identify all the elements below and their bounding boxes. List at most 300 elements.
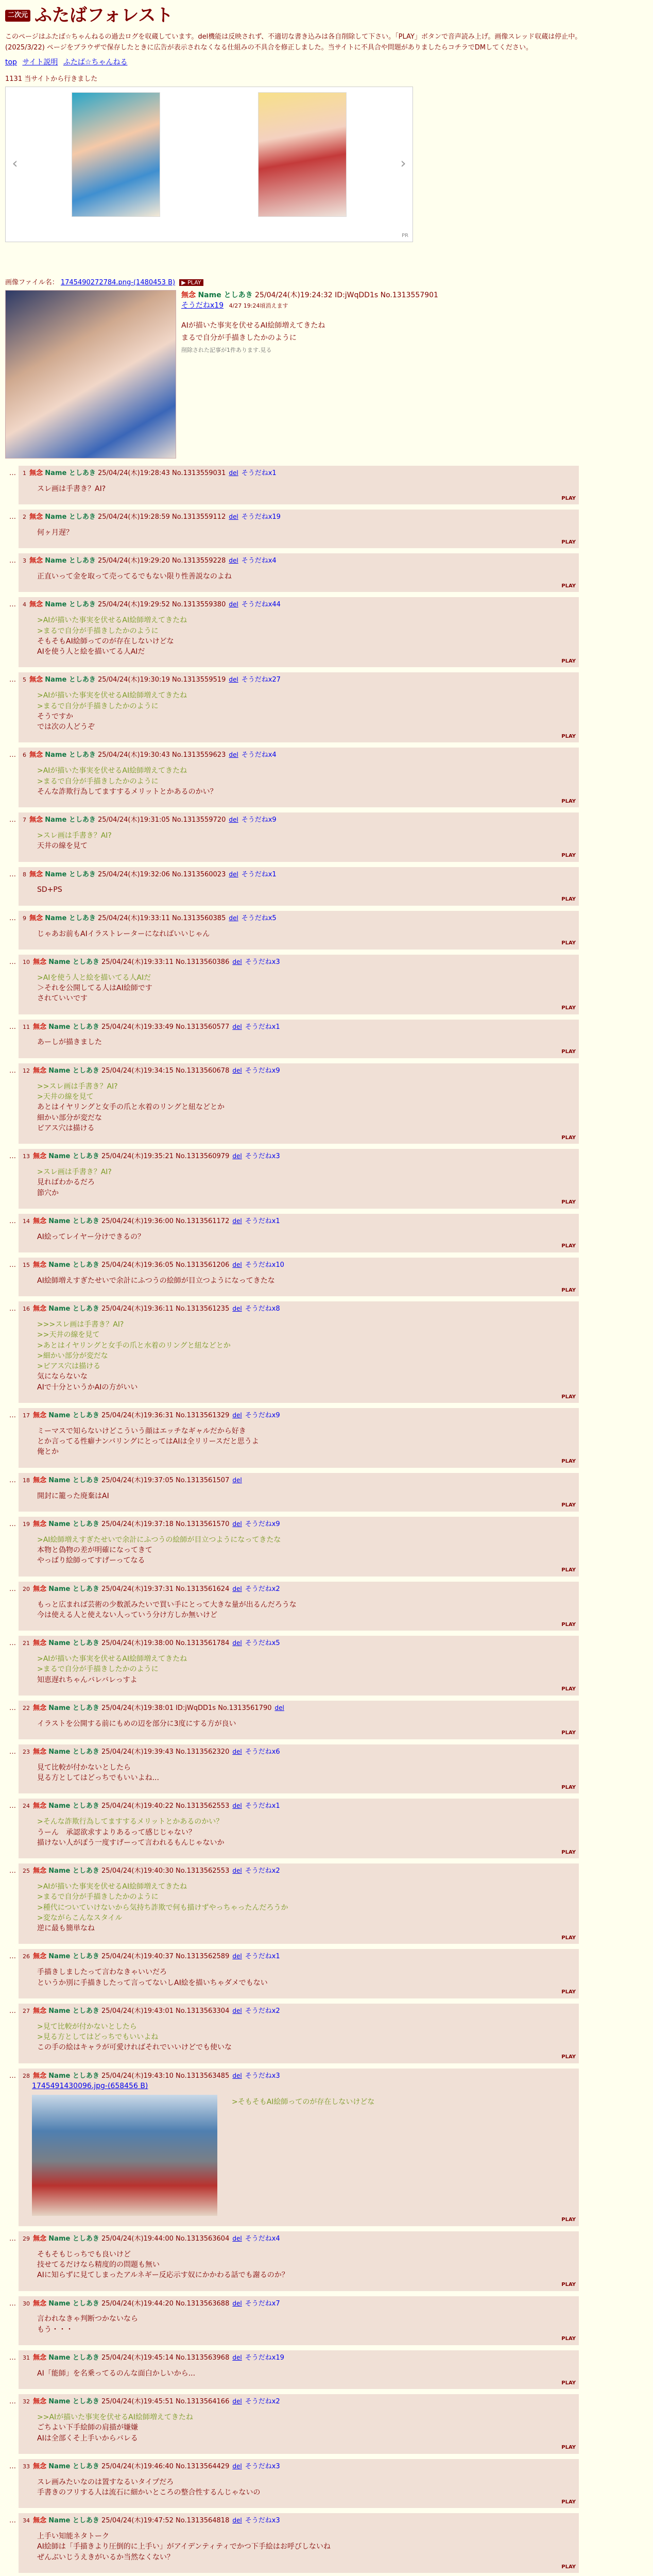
reply-index: 33 [23,2463,30,2470]
reply-del-link[interactable]: del [229,469,238,477]
op-file-link[interactable]: 1745490272784.png-(1480453 B) [60,279,176,287]
reply-number[interactable]: No.1313561172 [176,1217,230,1225]
reply-subject: 無念 [29,676,43,684]
reply-sodane[interactable]: そうだねx5 [245,1639,280,1648]
reply-text [37,615,575,657]
reply-subject: 無念 [33,1953,47,1961]
reply-index: 28 [23,2072,30,2079]
reply-play-button[interactable]: PLAY [561,1849,576,1855]
reply-post [9,1701,579,1739]
reply-number[interactable]: No.1313562553 [176,1867,230,1875]
reply-play-button[interactable]: PLAY [561,733,576,739]
reply-index: 32 [23,2398,30,2405]
reply-sodane[interactable]: そうだねx3 [245,958,280,966]
reply-del-link[interactable]: del [229,751,238,759]
op-sodane[interactable]: そうだねx19 [181,301,224,310]
reply-marker: … [9,1704,16,1712]
op-post [5,290,648,459]
reply-index: 12 [23,1067,30,1074]
reply-number[interactable]: No.1313559031 [172,469,226,477]
reply-del-link[interactable]: del [232,1261,242,1268]
reply-name: Name としあき [45,601,96,609]
reply-play-button[interactable]: PLAY [561,2217,576,2223]
reply-text [37,1882,575,1934]
reply-del-link[interactable]: del [232,2353,242,2361]
reply-number[interactable]: No.1313561570 [176,1520,230,1528]
reply-del-link[interactable]: del [232,1476,242,1484]
file-label: 画像ファイル名： [5,279,59,287]
reply-datetime: 25/04/24(木)19:45:51 [101,2398,174,2406]
reply-text-line: 見ればわかるだろ [37,1178,95,1187]
reply-text-line: AI「能師」を名乗ってるのんな面白かしいから... [37,2369,196,2378]
reply-post [9,911,579,950]
reply-index: 30 [23,2300,30,2307]
reply-text-line: ぜんぶいじうえきがいるか当然なくない？ [37,2553,174,2562]
reply-del-link[interactable]: del [232,2517,242,2524]
reply-post [9,867,579,906]
reply-number[interactable]: No.1313563304 [176,2007,230,2015]
reply-quote-line: >>AIが描いた事実を伏せるAI絵師増えてきたね [37,2413,193,2421]
reply-play-button[interactable]: PLAY [561,1686,576,1692]
reply-play-button[interactable]: PLAY [561,2445,576,2451]
reply-number[interactable]: No.1313561329 [176,1412,230,1420]
reply-sodane[interactable]: そうだねx2 [245,1585,280,1593]
reply-del-link[interactable]: del [229,557,238,565]
op-text-line: まるで自分が手描きしたかのように [181,333,297,342]
ad-pr-label: PR [402,232,408,239]
reply-marker: … [9,557,16,565]
reply-text-line: スレ画は手書き？AI? [37,484,106,493]
reply-play-button[interactable]: PLAY [561,1199,576,1206]
reply-number[interactable]: No.1313563968 [176,2353,230,2362]
reply-play-button[interactable]: PLAY [561,1784,576,1790]
reply-number[interactable]: No.1313559519 [172,676,226,684]
op-name: Name としあき [198,291,253,299]
reply-datetime: 25/04/24(木)19:32:06 [97,870,170,878]
op-number[interactable]: No.1313557901 [380,291,438,299]
reply-del-link[interactable]: del [232,1217,242,1225]
reply-del-link[interactable]: del [232,1305,242,1313]
reply-del-link[interactable]: del [232,1802,242,1810]
reply-del-link[interactable]: del [274,1704,284,1711]
op-file-line [5,278,648,288]
reply-sodane[interactable]: そうだねx1 [241,469,277,477]
reply-text-line: 節穴か [37,1189,59,1197]
reply-sodane[interactable]: そうだねx4 [245,2234,280,2243]
reply-del-link[interactable]: del [232,1953,242,1960]
reply-text-line: そんな詐欺行為してますするメリットとかあるのかい？ [37,787,217,796]
reply-play-button[interactable]: PLAY [561,798,576,804]
reply-file-link[interactable]: 1745491430096.jpg-(658456 B) [32,2082,148,2091]
reply-play-button[interactable]: PLAY [561,1989,576,1995]
reply-post [9,1258,579,1296]
reply-name: Name としあき [48,2517,99,2525]
reply-name: Name としあき [48,1802,99,1810]
reply-play-button[interactable]: PLAY [561,539,576,545]
reply-del-link[interactable]: del [232,958,242,965]
reply-text-line: うーん 承認欲求すよりあるって感じじゃない？ [37,1828,196,1837]
reply-play-button[interactable]: PLAY [561,1005,576,1011]
op-text [181,320,438,344]
reply-subject: 無念 [29,513,43,521]
reply-number[interactable]: No.1313563485 [176,2072,230,2080]
reply-number[interactable]: No.1313559720 [172,816,226,824]
reply-number[interactable]: No.1313563604 [176,2234,230,2243]
reply-sodane[interactable]: そうだねx9 [241,816,277,824]
reply-header [23,600,575,610]
reply-text [37,1081,575,1133]
reply-text [37,528,575,538]
reply-number[interactable]: No.1313561507 [176,1476,230,1484]
reply-thumbnail[interactable] [32,2095,217,2216]
notice-line: このページはふたば☆ちゃんねるの過去ログを収蔵しています。del機能は反映されず、不適切な書き込みは各自削除して下さい。「PLAY」ボタンで音声読み上げ。画像スレッド収蔵は停止中。 [5,33,582,41]
reply-del-link[interactable]: del [232,2007,242,2014]
reply-number[interactable]: No.1313560023 [172,870,226,878]
reply-sodane[interactable]: そうだねx8 [245,1305,280,1313]
reply-datetime: 25/04/24(木)19:36:11 [101,1305,174,1313]
reply-number[interactable]: No.1313559112 [172,513,226,521]
reply-name: Name としあき [48,1153,99,1161]
reply-index: 29 [23,2235,30,2242]
reply-datetime: 25/04/24(木)19:39:43 [101,1748,174,1756]
reply-name: Name としあき [45,469,96,477]
reply-sodane[interactable]: そうだねx1 [245,1802,280,1810]
reply-post [9,2296,579,2345]
reply-post [9,672,579,742]
reply-number[interactable]: No.1313559380 [172,601,226,609]
reply-play-button[interactable]: PLAY [561,583,576,589]
reply-play-button[interactable]: PLAY [561,1621,576,1628]
reply-post [9,1214,579,1252]
reply-text [37,1817,575,1848]
reply-sodane[interactable]: そうだねx3 [245,1153,280,1161]
reply-play-button[interactable]: PLAY [561,2054,576,2060]
reply-quote-line: >スレ画は手書き？AI? [37,1167,112,1176]
reply-number[interactable]: No.1313560386 [176,958,230,966]
reply-del-link[interactable]: del [232,2462,242,2470]
reply-play-button[interactable]: PLAY [561,1287,576,1293]
reply-play-button[interactable]: PLAY [561,1730,576,1736]
reply-play-button[interactable]: PLAY [561,2380,576,2386]
reply-subject: 無念 [33,2462,47,2470]
reply-number[interactable]: No.1313561784 [176,1639,230,1648]
reply-sodane[interactable]: そうだねx1 [245,1023,280,1031]
reply-play-button[interactable]: PLAY [561,2499,576,2505]
reply-index: 11 [23,1023,30,1030]
reply-header [23,1304,575,1314]
reply-number[interactable]: No.1313560678 [176,1066,230,1075]
reply-name: Name としあき [48,2072,99,2080]
reply-del-link[interactable]: del [232,1023,242,1030]
op-text-line: AIが描いた事実を伏せるAI絵師増えてきたね [181,321,325,330]
reply-number[interactable]: No.1313561790 [218,1704,272,1712]
reply-header [23,1023,575,1032]
page-title: ふたばフォレスト [35,5,174,26]
reply-datetime: 25/04/24(木)19:33:11 [101,958,174,966]
reply-play-button[interactable]: PLAY [561,940,576,946]
reply-sodane[interactable]: そうだねx3 [245,2462,280,2470]
site-notice [5,32,648,53]
reply-text-line: AI絵ってレイヤー分けできるの？ [37,1232,145,1241]
reply-index: 1 [23,469,26,477]
reply-index: 27 [23,2007,30,2014]
reply-name: Name としあき [48,1261,99,1269]
op-play-button[interactable]: ▶ PLAY [179,279,203,286]
reply-text-line: 見る方としてはどっちでもいいよね... [37,1774,159,1783]
reply-del-link[interactable]: del [232,2299,242,2307]
reply-del-link[interactable]: del [229,513,238,521]
reply-number[interactable]: No.1313562320 [176,1748,230,1756]
carousel-thumbnail[interactable] [258,92,347,217]
reply-text [37,885,575,895]
reply-index: 18 [23,1477,30,1484]
reply-number[interactable]: No.1313559228 [172,557,226,565]
reply-quote-line: >見る方としてはどっちでもいいよね [37,2033,159,2042]
reply-play-button[interactable]: PLAY [561,1502,576,1509]
reply-text-line: 開封に籠った廃棄はAI [37,1492,109,1500]
reply-del-link[interactable]: del [229,676,238,684]
reply-subject: 無念 [33,2007,47,2015]
reply-subject: 無念 [33,2234,47,2243]
reply-index: 2 [23,514,26,521]
reply-header [23,2353,575,2363]
reply-header [23,1066,575,1076]
reply-number[interactable]: No.1313561235 [176,1305,230,1313]
reply-del-link[interactable]: del [232,2072,242,2079]
reply-number[interactable]: No.1313564818 [176,2517,230,2525]
reply-sodane[interactable]: そうだねx2 [245,2398,280,2406]
reply-sodane[interactable]: そうだねx9 [245,1520,280,1528]
reply-text-line: 何ヶ月遅？ [37,528,73,537]
reply-number[interactable]: No.1313563688 [176,2299,230,2308]
reply-datetime: 25/04/24(木)19:40:22 [101,1802,174,1810]
reply-text [37,484,575,494]
reply-index: 24 [23,1803,30,1810]
reply-play-button[interactable]: PLAY [561,1049,576,1055]
reply-subject: 無念 [33,1066,47,1075]
reply-sodane[interactable]: そうだねx44 [241,601,281,609]
reply-text [37,1232,575,1242]
reply-number[interactable]: No.1313562589 [176,1953,230,1961]
reply-sodane[interactable]: そうだねx7 [245,2299,280,2308]
reply-header [23,1476,575,1486]
reply-sodane[interactable]: そうだねx19 [241,513,281,521]
reply-sodane[interactable]: そうだねx2 [245,1867,280,1875]
reply-text-line: されていいです [37,994,88,1003]
reply-subject: 無念 [33,1476,47,1484]
reply-quote-line: >まるで自分が手描きしたかのように [37,1893,159,1902]
reply-play-button[interactable]: PLAY [561,1567,576,1573]
reply-number[interactable]: No.1313560577 [176,1023,230,1031]
reply-post [9,2069,579,2226]
reply-name: Name としあき [48,2234,99,2243]
reply-text [37,1719,575,1729]
reply-datetime: 25/04/24(木)19:36:31 [101,1412,174,1420]
reply-sodane[interactable]: そうだねx19 [245,2353,284,2362]
reply-play-button[interactable]: PLAY [561,2282,576,2288]
reply-datetime: 25/04/24(木)19:47:52 [101,2517,174,2525]
reply-play-button[interactable]: PLAY [561,2336,576,2342]
reply-number[interactable]: No.1313560385 [172,914,226,922]
reply-text-line: SD+PS [37,886,62,894]
reply-sodane[interactable]: そうだねx4 [241,751,277,759]
reply-sodane[interactable]: そうだねx1 [245,1217,280,1225]
reply-post [9,1949,579,1998]
reply-name: Name としあき [48,958,99,966]
reply-sodane[interactable]: そうだねx9 [245,1066,280,1075]
reply-post [9,597,579,667]
reply-text-line: そもそもじっちでも良いけど [37,2250,131,2259]
reply-del-link[interactable]: del [232,1520,242,1528]
reply-post [9,466,579,504]
reply-header [23,914,575,924]
reply-number[interactable]: No.1313562553 [176,1802,230,1810]
reply-quote-line: >スレ画は手書き？AI? [37,832,112,840]
reply-sodane[interactable]: そうだねx3 [245,2072,280,2080]
reply-subject: 無念 [29,601,43,609]
op-thumbnail[interactable] [5,290,176,459]
reply-marker: … [9,1023,16,1031]
reply-sodane[interactable]: そうだねx9 [245,1412,280,1420]
reply-text [37,2368,575,2379]
reply-sodane[interactable]: そうだねx2 [245,2007,280,2015]
reply-marker: … [9,1639,16,1648]
reply-sodane[interactable]: そうだねx6 [245,1748,280,1756]
reply-play-button[interactable]: PLAY [561,658,576,664]
reply-datetime: 25/04/24(木)19:44:00 [101,2234,174,2243]
reply-datetime: 25/04/24(木)19:37:18 [101,1520,174,1528]
reply-name: Name としあき [45,914,96,922]
reply-subject: 無念 [33,1704,47,1712]
reply-subject: 無念 [33,1217,47,1225]
reply-post [9,510,579,548]
nav-about-link[interactable]: サイト説明 [22,58,58,66]
reply-play-button[interactable]: PLAY [561,1935,576,1941]
reply-del-link[interactable]: del [232,2398,242,2405]
reply-quote-line: >AI絵師増えすぎたせいで余計にふつうの絵師が目立つようになってきたな [37,1535,281,1544]
reply-text-line: 正直いって金を取って売ってるでもない限り性善説なのよね [37,572,232,581]
reply-sodane[interactable]: そうだねx27 [241,676,281,684]
reply-play-button[interactable]: PLAY [561,1134,576,1141]
reply-sodane[interactable]: そうだねx4 [241,557,277,565]
reply-text [37,1967,575,1988]
reply-subject: 無念 [33,958,47,966]
reply-marker: … [9,1066,16,1075]
reply-post [9,2394,579,2454]
nav-futaba-link[interactable]: ふたば☆ちゃんねる [63,58,128,66]
reply-play-button[interactable]: PLAY [561,495,576,501]
reply-del-link[interactable]: del [232,2234,242,2242]
reply-del-link[interactable]: del [232,1066,242,1074]
reply-header [23,2007,575,2016]
reply-text-line: では次の人どうぞ [37,723,95,732]
reply-marker: … [9,469,16,477]
reply-quote-line: >>>スレ画は手書き？AI? [37,1320,124,1329]
reply-name: Name としあき [48,1305,99,1313]
reply-del-link[interactable]: del [229,816,238,824]
reply-del-link[interactable]: del [229,601,238,608]
reply-play-button[interactable]: PLAY [561,1243,576,1249]
reply-play-button[interactable]: PLAY [561,853,576,859]
reply-text [37,1276,575,1286]
op-datetime: 25/04/24(木)19:24:32 ID:jWqDD1s [255,291,379,299]
reply-play-button[interactable]: PLAY [561,896,576,903]
reply-number[interactable]: No.1313561206 [176,1261,230,1269]
reply-text-line: 手書きのフリする人は流石に細かいところの整合性するんじゃないの [37,2488,261,2497]
reply-marker: … [9,1953,16,1961]
reply-subject: 無念 [33,2517,47,2525]
reply-marker: … [9,870,16,878]
carousel-thumbnail[interactable] [72,92,160,217]
reply-sodane[interactable]: そうだねx5 [241,914,277,922]
reply-del-link[interactable]: del [232,1585,242,1592]
reply-index: 5 [23,676,26,684]
reply-text-line: この手の絵はキャラが可愛ければそれでいいけどでも使いな [37,2043,232,2052]
reply-sodane[interactable]: そうだねx3 [245,2517,280,2525]
reply-del-link[interactable]: del [232,1748,242,1755]
reply-quote-line: >種代についていけないから気持ち詐欺で何も描けずやっちゃったんだろうか [37,1903,288,1912]
reply-number[interactable]: No.1313559623 [172,751,226,759]
reply-del-link[interactable]: del [229,914,238,922]
reply-del-link[interactable]: del [229,870,238,878]
reply-subject: 無念 [29,751,43,759]
reply-text-line: 俺とか [37,1448,59,1456]
reply-name: Name としあき [48,2299,99,2308]
reply-marker: … [9,1476,16,1484]
carousel-prev-button[interactable]: ‹ [12,155,18,172]
reply-header [23,675,575,685]
reply-number[interactable]: No.1313561624 [176,1585,230,1593]
reply-del-link[interactable]: del [232,1867,242,1875]
reply-index: 3 [23,557,26,565]
site-logo[interactable]: 二次元 [5,10,30,22]
reply-del-link[interactable]: del [232,1639,242,1647]
reply-subject: 無念 [29,870,43,878]
reply-del-link[interactable]: del [232,1412,242,1419]
reply-sodane[interactable]: そうだねx1 [245,1953,280,1961]
reply-text-line: 言われなきゃ判断つかないなら [37,2315,138,2324]
reply-number[interactable]: No.1313560979 [176,1153,230,1161]
reply-play-button[interactable]: PLAY [561,2564,576,2570]
reply-datetime: 25/04/24(木)19:36:05 [101,1261,174,1269]
reply-marker: … [9,2462,16,2470]
reply-text [37,2314,575,2335]
reply-header [23,2299,575,2309]
reply-marker: … [9,914,16,922]
reply-text [37,571,575,582]
reply-text-line: というか別に手描きしたって言ってないしAI絵を描いちゃダメでもない [37,1978,268,1987]
carousel-next-button[interactable]: › [400,155,406,172]
reply-datetime: 25/04/24(木)19:33:49 [101,1023,174,1031]
reply-subject: 無念 [29,914,43,922]
op-expire: 4/27 19:24頃消えます [229,302,288,310]
reply-play-button[interactable]: PLAY [561,1459,576,1465]
reply-del-link[interactable]: del [232,1153,242,1160]
reply-datetime: 25/04/24(木)19:31:05 [97,816,170,824]
reply-name: Name としあき [48,1639,99,1648]
reply-text-line: 描けない人がぽう一度すげーって言われるもんじゃないか [37,1838,225,1847]
reply-text-line: 上手い知能ネタトーク [37,2532,109,2541]
reply-sodane[interactable]: そうだねx1 [241,870,277,878]
nav-top-link[interactable]: top [5,58,17,66]
reply-index: 19 [23,1520,30,1528]
reply-number[interactable]: No.1313564166 [176,2398,230,2406]
reply-play-button[interactable]: PLAY [561,1394,576,1400]
reply-header [23,2462,575,2472]
reply-number[interactable]: No.1313564429 [176,2462,230,2470]
reply-quote-line: >そんな詐欺行為してますするメリットとかあるのかい？ [37,1818,224,1826]
reply-sodane[interactable]: そうだねx10 [245,1261,284,1269]
